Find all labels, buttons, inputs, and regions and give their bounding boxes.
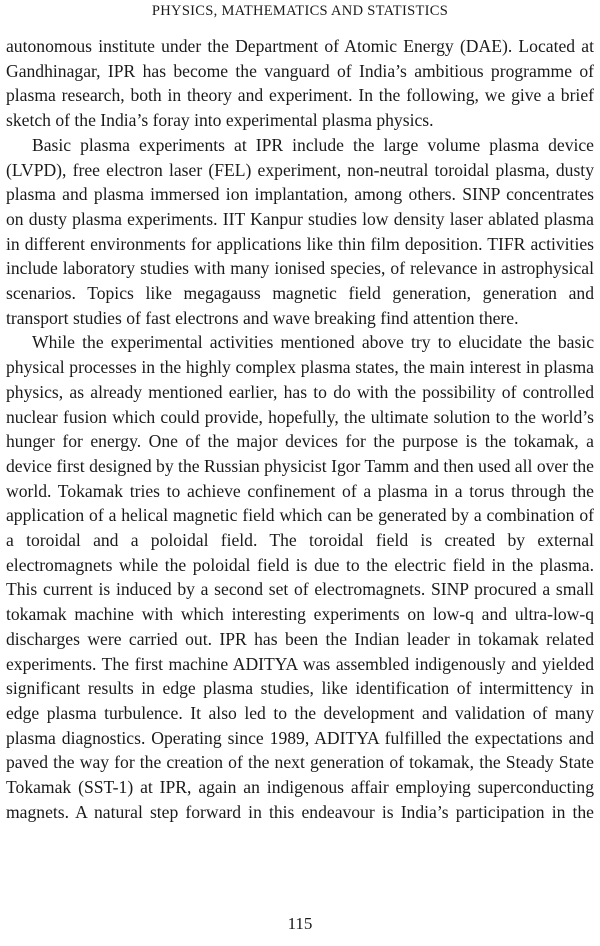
running-header: PHYSICS, MATHEMATICS AND STATISTICS xyxy=(151,3,449,19)
paragraph-continuation: autonomous institute under the Department of Atomic Energy (DAE). Located at Gandhinagar, IPR has become the vanguard of India’s ambitious programme of plasma research, both in theory and experiment. In the following, we give a brief sketch of the India’s foray into experimental plasma physics. xyxy=(6,36,594,131)
page-body xyxy=(6,34,594,825)
paragraph-tokamak: While the experimental activities mentioned above try to elucidate the basic physical processes in the highly complex plasma states, the main interest in plasma physics, as already mentioned earlier, has to do with the possibility of controlled nuclear fusion which could provide, hopefully, the ultimate solution to the world’s hunger for energy. One of the major devices for the purpose is the tokamak, a device first designed by the Russian physicist Igor Tamm and then used all over the world. Tokamak tries to achieve confinement of a plasma in a torus through the application of a helical magnetic field which can be generated by a combination of a toroidal and a poloidal field. The toroidal field is created by external electromagnets while the poloidal field is due to the electric field in the plasma. This current is induced by a second set of electromagnets. SINP procured a small tokamak machine with which interesting experiments on low-q and ultra-low-q discharges were carried out. IPR has been the Indian leader in tokamak related experiments. The first machine ADITYA was assembled indigenously and yielded significant results in edge plasma studies, like identification of intermittency in edge plasma turbulence. It also led to the development and validation of many plasma diagnostics. Operating since 1989, ADITYA fulfilled the expectations and paved the way for the creation of the next generation of tokamak, the Steady State Tokamak (SST-1) at IPR, again an indigenous affair employing superconducting magnets. A natural step forward in this endeavour is India’s participation in the xyxy=(6,332,594,822)
paragraph-basic-experiments: Basic plasma experiments at IPR include the large volume plasma device (LVPD), free electron laser (FEL) experiment, non-neutral toroidal plasma, dusty plasma and plasma immersed ion implantation, among others. SINP concentrates on dusty plasma experiments. IIT Kanpur studies low density laser ablated plasma in different environments for applications like thin film deposition. TIFR activities include laboratory studies with many ionised species, of relevance in astrophysical scenarios. Topics like megagauss magnetic field generation, generation and transport studies of fast electrons and wave breaking find attention there. xyxy=(6,134,594,328)
page-number: 115 xyxy=(287,914,313,933)
